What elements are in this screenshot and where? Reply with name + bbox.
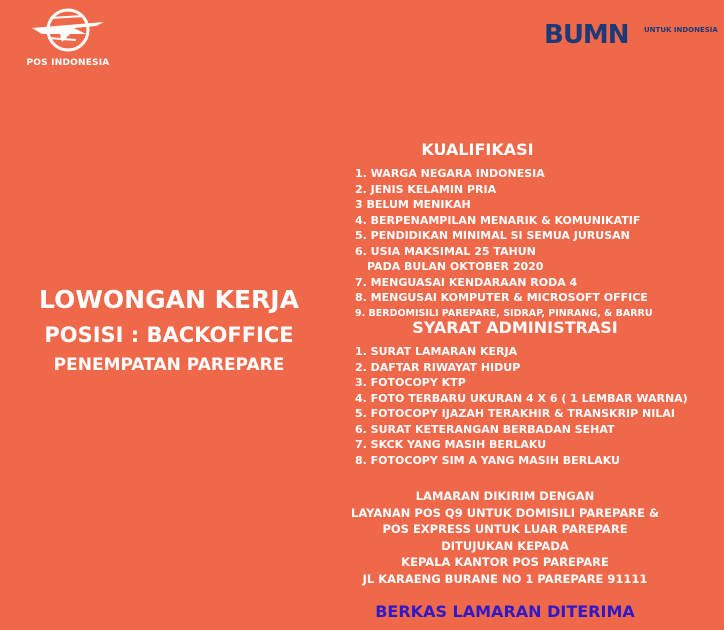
- list-item: 7. SKCK YANG MASIH BERLAKU: [355, 438, 547, 451]
- list-item: 4. BERPENAMPILAN MENARIK & KOMUNIKATIF: [355, 213, 641, 227]
- pos-eagle-icon: [26, 8, 110, 56]
- syarat-title: SYARAT ADMINISTRASI: [412, 318, 618, 337]
- list-item: 2. JENIS KELAMIN PRIA: [355, 182, 497, 196]
- list-item: 3 BELUM MENIKAH: [355, 198, 471, 211]
- lamaran-line: POS EXPRESS UNTUK LUAR PAREPARE: [382, 522, 628, 537]
- list-item: 5. PENDIDIKAN MINIMAL SI SEMUA JURUSAN: [355, 229, 630, 242]
- lamaran-line: DITUJUKAN KEPADA: [441, 538, 569, 553]
- list-item: 6. USIA MAKSIMAL 25 TAHUN: [355, 244, 536, 258]
- headline-title: LOWONGAN KERJA: [39, 285, 299, 314]
- lamaran-info: [310, 488, 700, 588]
- pos-indonesia-logo: [18, 8, 118, 70]
- list-item: PADA BULAN OKTOBER 2020: [367, 260, 544, 273]
- lamaran-line: LAYANAN POS Q9 UNTUK DOMISILI PAREPARE &: [351, 505, 659, 520]
- list-item: 1. SURAT LAMARAN KERJA: [355, 345, 518, 358]
- lamaran-line: JL KARAENG BURANE NO 1 PAREPARE 91111: [362, 571, 648, 586]
- list-item: 8. MENGUSAI KOMPUTER & MICROSOFT OFFICE: [355, 291, 648, 304]
- list-item: 5. FOTOCOPY IJAZAH TERAKHIR & TRANSKRIP NILAI: [355, 407, 675, 420]
- list-item: 1. WARGA NEGARA INDONESIA: [355, 167, 545, 180]
- list-item: 3. FOTOCOPY KTP: [355, 376, 466, 389]
- list-item: 4. FOTO TERBARU UKURAN 4 X 6 ( 1 LEMBAR WARNA): [355, 391, 688, 405]
- list-item: 6. SURAT KETERANGAN BERBADAN SEHAT: [355, 422, 615, 436]
- pos-brand-text: POS INDONESIA: [26, 58, 110, 68]
- list-item: 2. DAFTAR RIWAYAT HIDUP: [355, 360, 521, 374]
- syarat-list: [355, 344, 688, 468]
- headline-placement: PENEMPATAN PAREPARE: [53, 355, 285, 375]
- bumn-tagline: UNTUK INDONESIA: [644, 26, 718, 34]
- list-item: 9. BERDOMISILI PAREPARE, SIDRAP, PINRANG, & BARRU: [355, 307, 653, 319]
- headline-position: POSISI : BACKOFFICE: [44, 323, 294, 347]
- deadline-notice: [310, 602, 700, 622]
- kualifikasi-list: [355, 166, 653, 321]
- bumn-wordmark: BUMN: [544, 20, 629, 50]
- lamaran-line: KEPALA KANTOR POS PAREPARE: [401, 555, 609, 570]
- list-item: 8. FOTOCOPY SIM A YANG MASIH BERLAKU: [355, 453, 620, 467]
- job-headline: [0, 284, 338, 378]
- list-item: 7. MENGUASAI KENDARAAN RODA 4: [355, 275, 578, 289]
- deadline-line: BERKAS LAMARAN DITERIMA: [375, 602, 635, 621]
- kualifikasi-title: KUALIFIKASI: [421, 140, 534, 159]
- lamaran-line: LAMARAN DIKIRIM DENGAN: [415, 489, 595, 503]
